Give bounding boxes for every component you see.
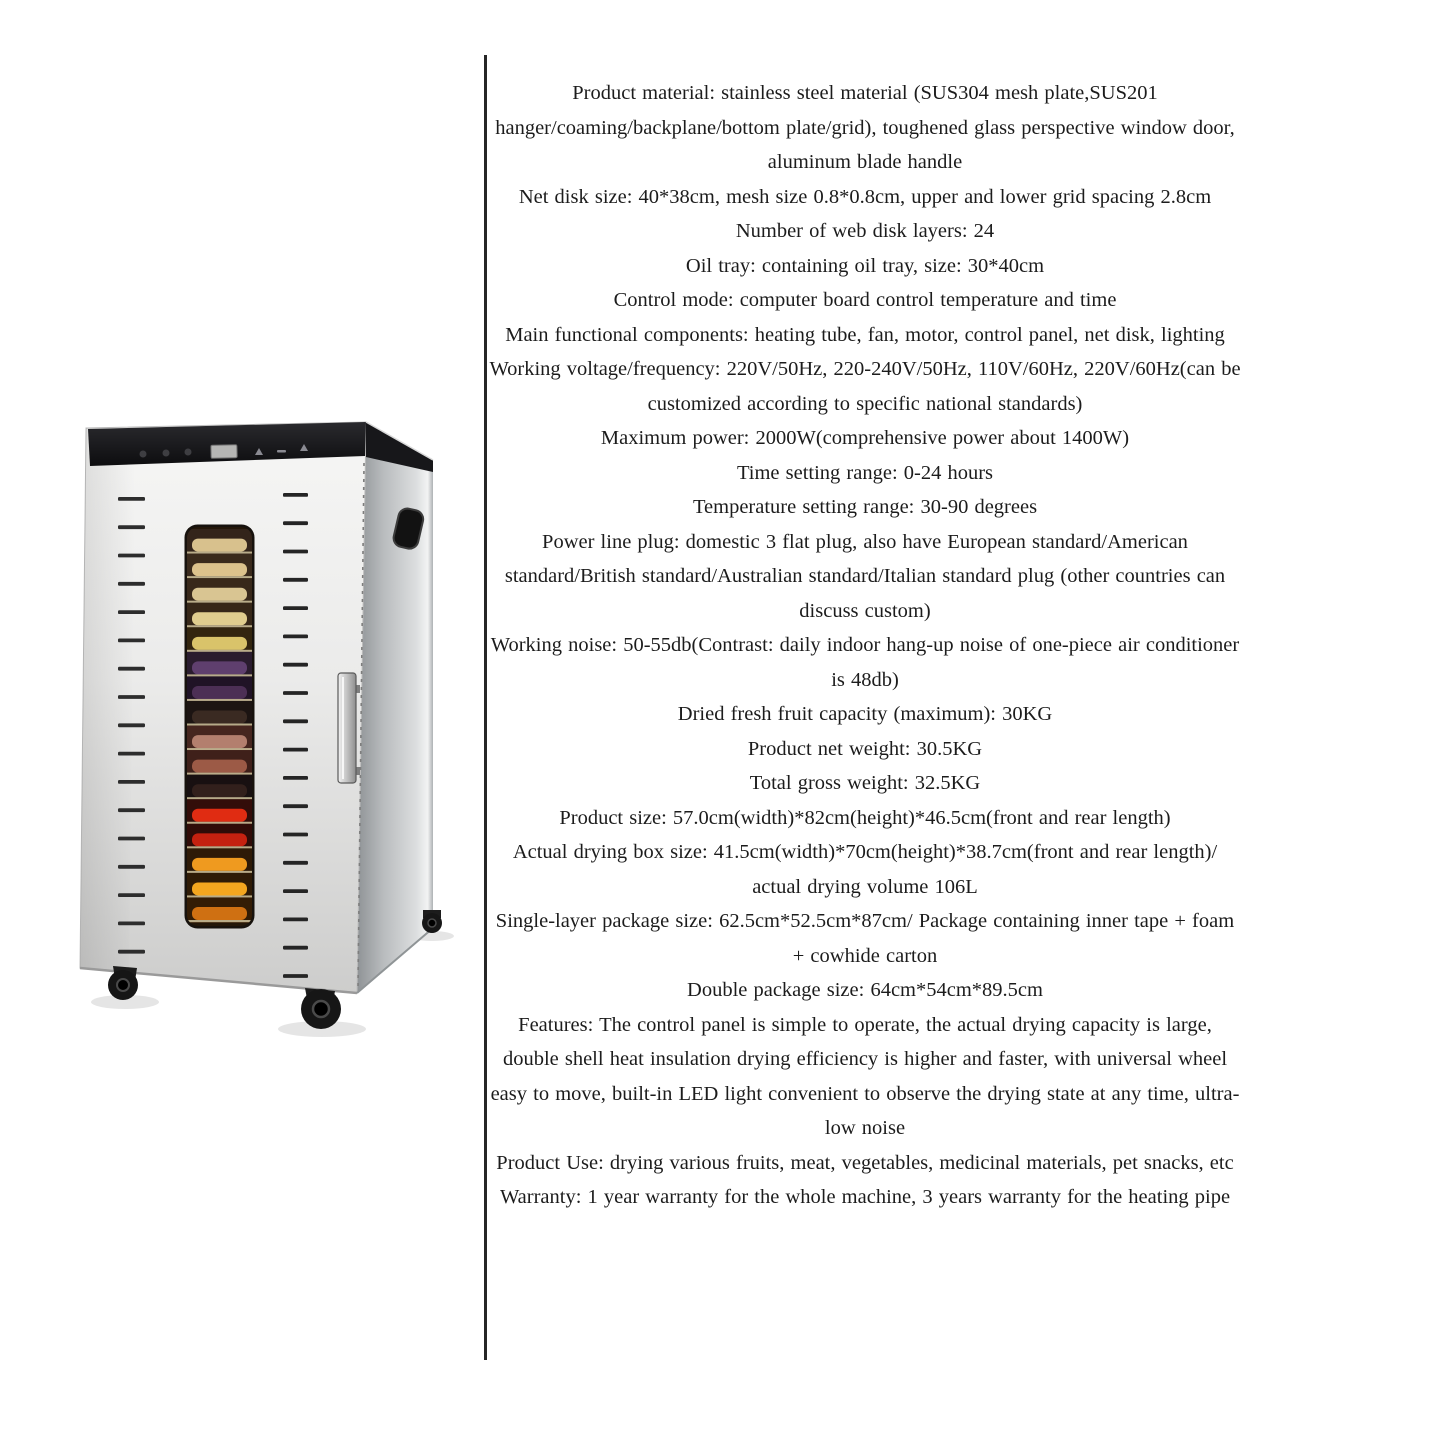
spec-line-power-plug: Power line plug: domestic 3 flat plug, also have European standard/American standard/British standard/Australian standard/Italian standard plug (other countries can discuss custom) xyxy=(504,530,1226,622)
panel-display xyxy=(211,445,237,459)
panel-button xyxy=(163,450,170,457)
spec-line-max-power: Maximum power: 2000W(comprehensive power about 1400W) xyxy=(600,427,1130,449)
spec-line-product-material: Product material: stainless steel material (SUS304 mesh plate,SUS201 hanger/coaming/backplane/bottom plate/grid), toughened glass perspective window door, aluminum blade handle xyxy=(495,82,1235,173)
caster-wheel-front-right xyxy=(301,988,341,1029)
panel-minus-icon xyxy=(277,450,286,453)
spec-list xyxy=(489,76,1241,1215)
spec-line-product-use: Product Use: drying various fruits, meat, vegetables, medicinal materials, pet snacks, etc xyxy=(496,1151,1234,1174)
spec-line-temp-range: Temperature setting range: 30-90 degrees xyxy=(692,496,1038,518)
spec-line-gross-weight: Total gross weight: 32.5KG xyxy=(749,772,981,794)
spec-line-warranty: Warranty: 1 year warranty for the whole machine, 3 years warranty for the heating pipe xyxy=(499,1186,1231,1208)
panel-button xyxy=(185,449,192,456)
panel-button xyxy=(140,451,147,458)
spec-line-layers: Number of web disk layers: 24 xyxy=(735,220,995,242)
handle-bar xyxy=(338,673,356,783)
spec-line-single-package: Single-layer package size: 62.5cm*52.5cm*87cm/ Package containing inner tape + foam + cowhide carton xyxy=(495,910,1235,967)
spec-line-fruit-capacity: Dried fresh fruit capacity (maximum): 30KG xyxy=(677,703,1053,725)
spec-line-time-range: Time setting range: 0-24 hours xyxy=(736,461,994,484)
spec-line-control-mode: Control mode: computer board control temperature and time xyxy=(613,289,1117,311)
spec-line-components: Main functional components: heating tube, fan, motor, control panel, net disk, lighting xyxy=(505,323,1225,346)
glass-window-door xyxy=(185,525,255,929)
cabinet-side-panel xyxy=(357,422,433,993)
spec-line-drying-box-size: Actual drying box size: 41.5cm(width)*70cm(height)*38.7cm(front and rear length)/ actual drying volume 106L xyxy=(512,841,1218,898)
spec-line-net-weight: Product net weight: 30.5KG xyxy=(747,737,983,760)
spec-line-noise: Working noise: 50-55db(Contrast: daily indoor hang-up noise of one-piece air conditioner is 48db) xyxy=(490,634,1240,691)
food-tray-rows xyxy=(187,529,252,923)
spec-line-voltage: Working voltage/frequency: 220V/50Hz, 220-240V/50Hz, 110V/60Hz, 220V/60Hz(can be customized according to specific national standards) xyxy=(489,358,1241,415)
spec-line-features: Features: The control panel is simple to operate, the actual drying capacity is large, double shell heat insulation drying efficiency is higher and faster, with universal wheel easy to move, built-in LED light convenient to observe the drying state at any time, ultra-low noise xyxy=(490,1013,1240,1139)
spec-line-net-disk-size: Net disk size: 40*38cm, mesh size 0.8*0.8cm, upper and lower grid spacing 2.8cm xyxy=(518,185,1212,208)
dehydrator-image xyxy=(55,405,455,1055)
front-left-shading xyxy=(80,427,135,971)
spec-line-oil-tray: Oil tray: containing oil tray, size: 30*40cm xyxy=(685,254,1045,277)
dehydrator-illustration xyxy=(55,405,455,1055)
spec-line-product-size: Product size: 57.0cm(width)*82cm(height)*46.5cm(front and rear length) xyxy=(559,806,1171,829)
divider-line xyxy=(484,55,487,1360)
spec-line-double-package: Double package size: 64cm*54cm*89.5cm xyxy=(687,979,1043,1001)
caster-wheel-rear-right xyxy=(422,910,442,933)
